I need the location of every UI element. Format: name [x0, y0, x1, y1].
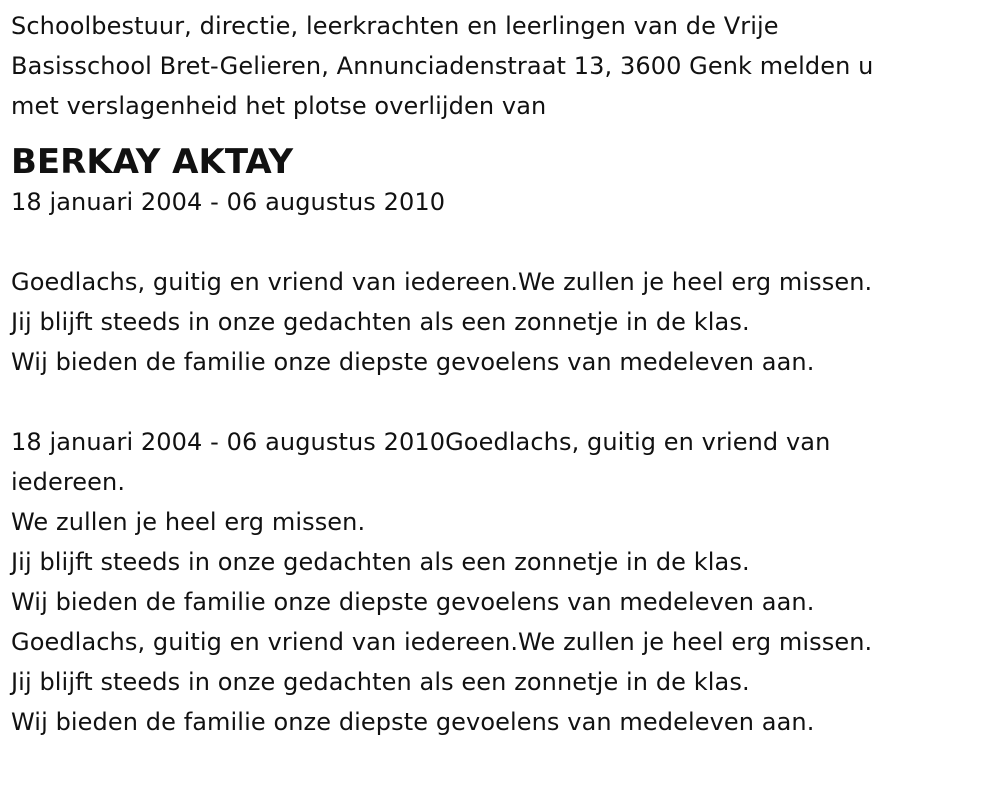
message-line: Jij blijft steeds in onze gedachten als een zonnetje in de klas.: [11, 308, 750, 336]
message-paragraph: [11, 262, 988, 382]
life-dates: 18 januari 2004 - 06 augustus 2010: [11, 188, 446, 216]
deceased-name: BERKAY AKTAY: [11, 142, 294, 182]
intro-line: Basisschool Bret-Gelieren, Annunciadenstraat 13, 3600 Genk melden u: [11, 52, 874, 80]
repeated-text-block: [11, 422, 988, 742]
spacer: [11, 222, 988, 262]
spacer: [11, 382, 988, 422]
repeated-line: Goedlachs, guitig en vriend van iedereen.We zullen je heel erg missen.: [11, 628, 873, 656]
repeated-line: Jij blijft steeds in onze gedachten als een zonnetje in de klas.: [11, 548, 750, 576]
intro-line: met verslagenheid het plotse overlijden van: [11, 92, 547, 120]
repeated-line: 18 januari 2004 - 06 augustus 2010Goedlachs, guitig en vriend van: [11, 428, 831, 456]
repeated-line: iedereen.: [11, 468, 126, 496]
message-line: Goedlachs, guitig en vriend van iedereen.We zullen je heel erg missen.: [11, 268, 873, 296]
message-line: Wij bieden de familie onze diepste gevoelens van medeleven aan.: [11, 348, 815, 376]
repeated-line: Jij blijft steeds in onze gedachten als een zonnetje in de klas.: [11, 668, 750, 696]
repeated-line: Wij bieden de familie onze diepste gevoelens van medeleven aan.: [11, 588, 815, 616]
repeated-line: We zullen je heel erg missen.: [11, 508, 366, 536]
intro-line: Schoolbestuur, directie, leerkrachten en leerlingen van de Vrije: [11, 12, 779, 40]
repeated-line: Wij bieden de familie onze diepste gevoelens van medeleven aan.: [11, 708, 815, 736]
intro-paragraph: [11, 6, 988, 126]
